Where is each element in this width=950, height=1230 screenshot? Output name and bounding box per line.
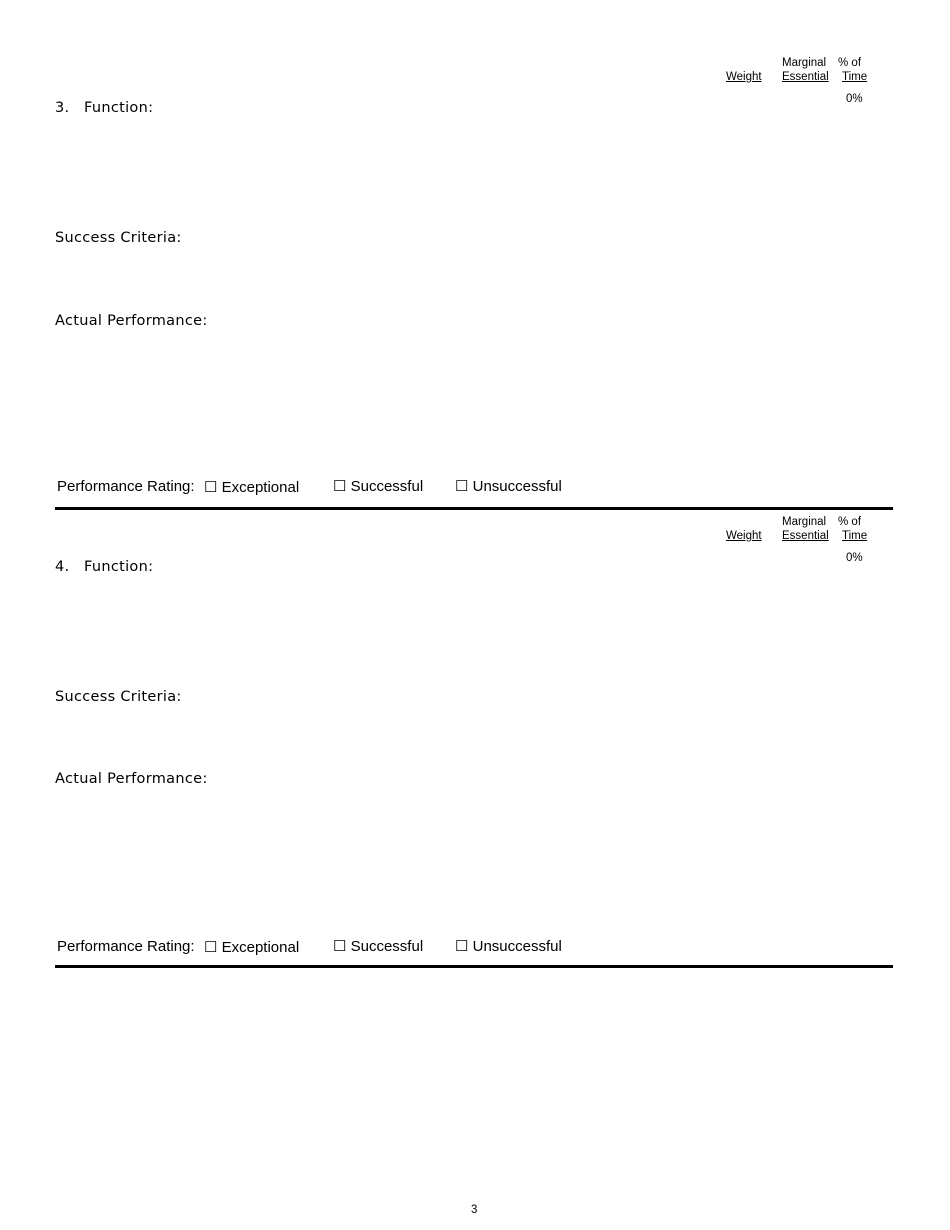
essential-header: Essential <box>782 530 829 542</box>
weight-header: Weight <box>726 71 762 83</box>
essential-header: Essential <box>782 71 829 83</box>
success-criteria-label: Success Criteria: <box>55 230 182 246</box>
actual-performance-label: Actual Performance: <box>55 771 208 787</box>
time-percent: 0% <box>846 552 863 564</box>
rating-unsuccessful-checkbox[interactable]: ☐ Unsuccessful <box>455 938 562 955</box>
function-label: Function: <box>84 559 154 575</box>
actual-performance-label: Actual Performance: <box>55 313 208 329</box>
time-header: Time <box>842 71 868 83</box>
rating-successful-checkbox[interactable]: ☐ Successful <box>333 938 424 955</box>
performance-rating-label: Performance Rating: <box>57 938 195 955</box>
function-number: 4. <box>55 559 70 575</box>
marginal-header: Marginal <box>782 516 827 528</box>
function-section-4 <box>0 459 950 956</box>
performance-rating-label: Performance Rating: <box>57 478 195 495</box>
time-percent: 0% <box>846 93 863 105</box>
pct-of-header: % of <box>838 57 862 69</box>
function-label: Function: <box>84 100 154 116</box>
rating-successful-checkbox[interactable]: ☐ Successful <box>333 478 424 495</box>
function-section-3 <box>0 0 950 496</box>
success-criteria-label: Success Criteria: <box>55 689 182 705</box>
function-number: 3. <box>55 100 70 116</box>
page-number: 3 <box>471 1204 478 1216</box>
rating-unsuccessful-checkbox[interactable]: ☐ Unsuccessful <box>455 478 562 495</box>
weight-header: Weight <box>726 530 762 542</box>
time-header: Time <box>842 530 868 542</box>
pct-of-header: % of <box>838 516 862 528</box>
section-divider <box>55 965 893 968</box>
rating-exceptional-checkbox[interactable]: ☐ Exceptional <box>204 479 300 496</box>
marginal-header: Marginal <box>782 57 827 69</box>
rating-exceptional-checkbox[interactable]: ☐ Exceptional <box>204 939 300 956</box>
